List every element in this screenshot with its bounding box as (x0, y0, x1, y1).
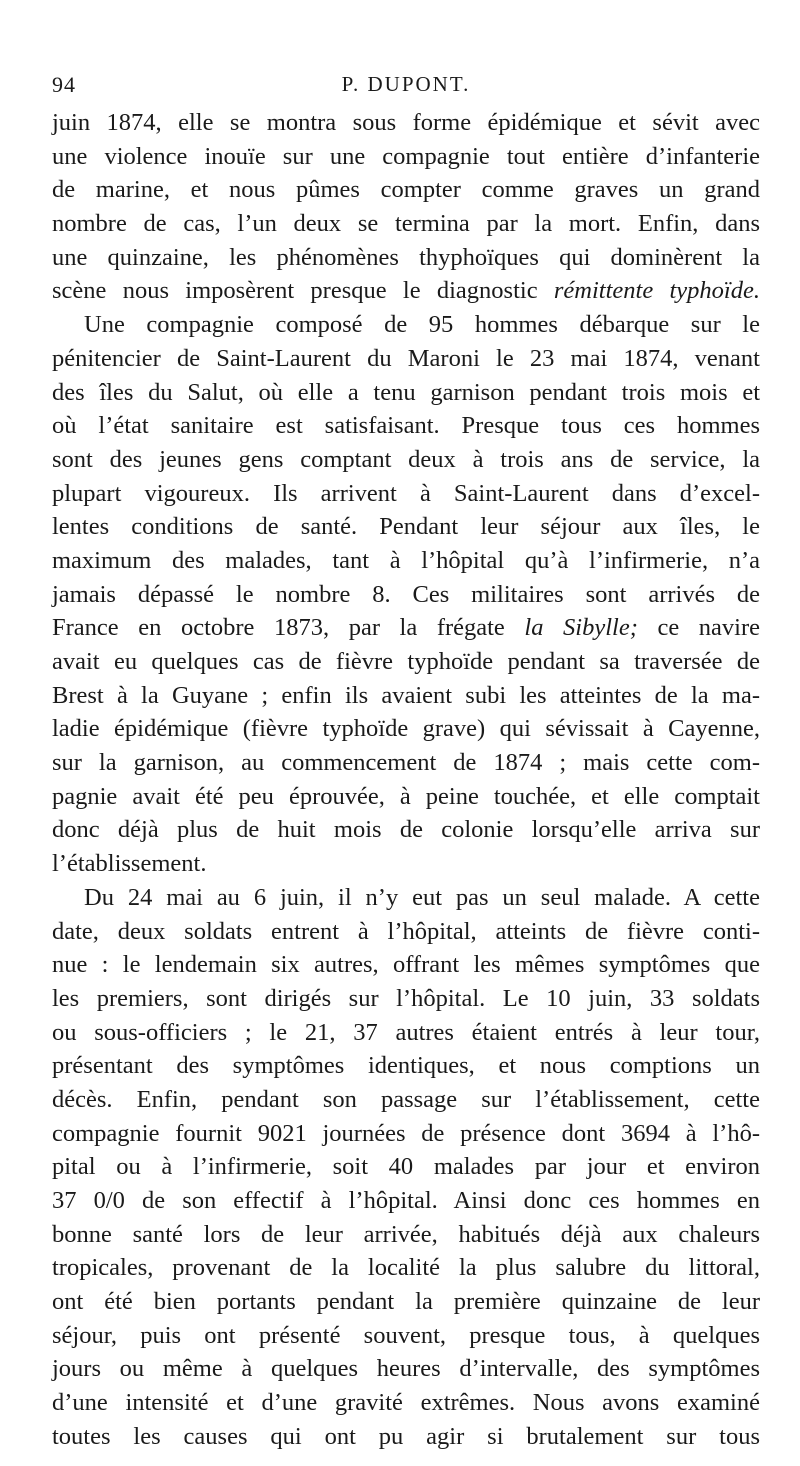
text-line: jours ou même à quelques heures d’intervalle, des symptômes (52, 1355, 760, 1383)
text-line: plupart vigoureux. Ils arrivent à Saint-Laurent dans d’excel- (52, 479, 760, 507)
text-line: de marine, et nous pûmes compter comme graves un grand (52, 176, 760, 204)
text-line: donc déjà plus de huit mois de colonie lorsqu’elle arriva sur (52, 816, 760, 844)
text-line: séjour, puis ont présenté souvent, presque tous, à quelques (52, 1321, 760, 1349)
text-line: jamais dépassé le nombre 8. Ces militaires sont arrivés de (52, 580, 760, 608)
text-line: d’une intensité et d’une gravité extrêmes. Nous avons examiné (52, 1389, 760, 1417)
text-line: pénitencier de Saint-Laurent du Maroni le 23 mai 1874, venant (52, 344, 760, 372)
text-line: juin 1874, elle se montra sous forme épidémique et sévit avec (52, 109, 760, 136)
body-text (52, 106, 760, 1454)
text-line: scène nous imposèrent presque le diagnostic rémittente typhoïde. (52, 277, 760, 305)
text-line: sont des jeunes gens comptant deux à trois ans de service, la (52, 445, 760, 473)
paragraph-end-line: l’établissement. (52, 850, 207, 878)
text-line: une quinzaine, les phénomènes thyphoïques qui dominèrent la (52, 243, 760, 271)
text-line: maximum des malades, tant à l’hôpital qu’à l’infirmerie, n’a (52, 546, 760, 574)
text-line: 37 0/0 de son effectif à l’hôpital. Ainsi donc ces hommes en (52, 1187, 760, 1214)
italic-diagnosis: rémittente typhoïde. (553, 277, 760, 305)
text-line: des îles du Salut, où elle a tenu garnison pendant trois mois et (52, 378, 760, 406)
text-line: décès. Enfin, pendant son passage sur l’établissement, cette (52, 1085, 760, 1113)
text-line: lentes conditions de santé. Pendant leur séjour aux îles, le (52, 513, 760, 541)
text-line: présentant des symptômes identiques, et nous comptions un (52, 1052, 760, 1080)
text-line: où l’état sanitaire est satisfaisant. Presque tous ces hommes (52, 412, 760, 440)
text-line: pagnie avait été peu éprouvée, à peine touchée, et elle comptait (52, 782, 760, 810)
text-line: bonne santé lors de leur arrivée, habitués déjà aux chaleurs (52, 1220, 760, 1248)
text-line: ont été bien portants pendant la première quinzaine de leur (52, 1288, 760, 1316)
text-line: avait eu quelques cas de fièvre typhoïde pendant sa traversée de (52, 648, 760, 675)
text-line: pital ou à l’infirmerie, soit 40 malades par jour et environ (52, 1153, 760, 1181)
text-line: nombre de cas, l’un deux se termina par la mort. Enfin, dans (52, 210, 760, 238)
text-line: tropicales, provenant de la localité la plus salubre du littoral, (52, 1254, 760, 1282)
text-line: toutes les causes qui ont pu agir si brutalement sur tous (52, 1422, 760, 1450)
text-line: compagnie fournit 9021 journées de présence dont 3694 à l’hô- (52, 1119, 760, 1147)
paragraph-start-line: Une compagnie composé de 95 hommes débarque sur le (84, 311, 760, 339)
text-line: les premiers, sont dirigés sur l’hôpital. Le 10 juin, 33 soldats (52, 984, 760, 1012)
text-line: date, deux soldats entrent à l’hôpital, atteints de fièvre conti- (52, 917, 760, 945)
italic-ship-name: la Sibylle; (524, 614, 638, 642)
text-line: Brest à la Guyane ; enfin ils avaient subi les atteintes de la ma- (52, 681, 760, 709)
page-number: 94 (52, 72, 76, 97)
text-line: ladie épidémique (fièvre typhoïde grave) qui sévissait à Cayenne, (52, 715, 760, 743)
text-line: ou sous-officiers ; le 21, 37 autres étaient entrés à leur tour, (52, 1018, 760, 1046)
text-line: sur la garnison, au commencement de 1874 ; mais cette com- (52, 749, 760, 777)
running-title: P. DUPONT. (341, 72, 471, 96)
text-line: nue : le lendemain six autres, offrant les mêmes symptômes que (52, 951, 760, 979)
text-line: une violence inouïe sur une compagnie tout entière d’infanterie (52, 142, 760, 170)
running-head (52, 72, 760, 102)
text-line: France en octobre 1873, par la frégate la Sibylle; ce navire (52, 614, 760, 642)
paragraph-start-line: Du 24 mai au 6 juin, il n’y eut pas un seul malade. A cette (84, 883, 760, 911)
